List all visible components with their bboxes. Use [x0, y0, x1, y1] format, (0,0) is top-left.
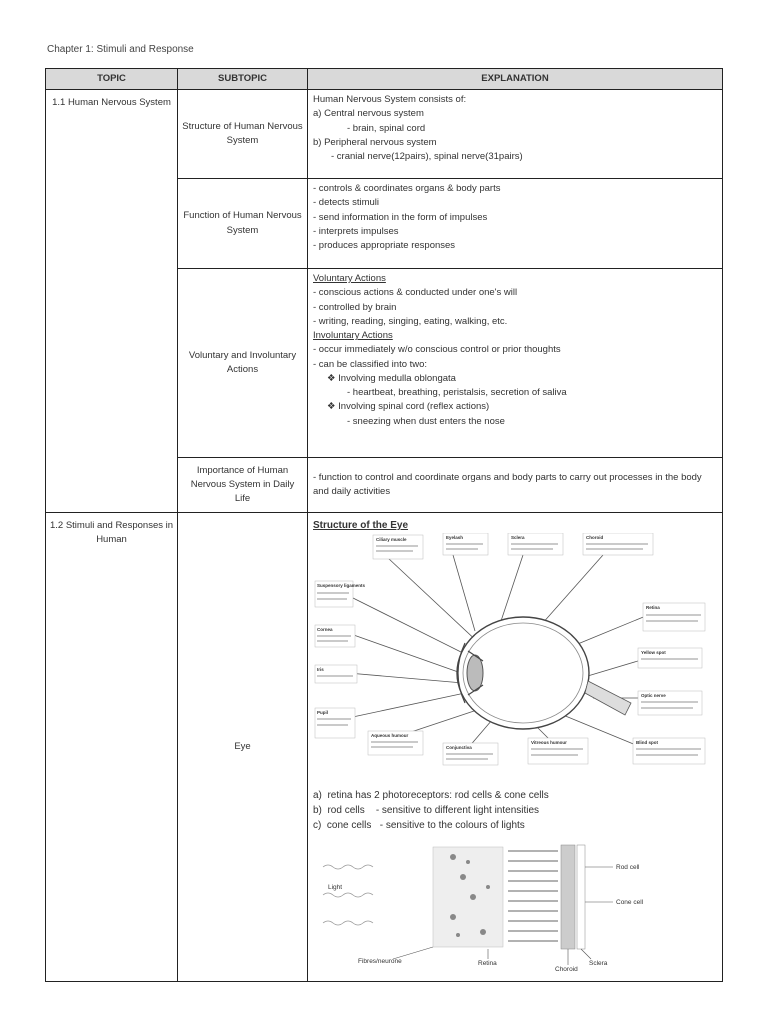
header-subtopic: SUBTOPIC [178, 69, 308, 90]
list-marker: b) [313, 805, 322, 817]
subtopic-label: Eye [234, 740, 251, 752]
retina-label: Choroid [555, 966, 578, 973]
subtopic-label: Structure of Human Nervous System [182, 120, 303, 146]
retina-label: Retina [478, 960, 497, 968]
explanation-line: a) Central nervous system [313, 108, 424, 120]
eye-label: Aqueous humour [371, 733, 409, 738]
table-row [46, 90, 723, 179]
explanation-line: - function to control and coordinate organs and body parts to carry out processes in the body and daily activities [313, 471, 702, 497]
table-row [46, 513, 723, 982]
retina-label: Light [328, 884, 343, 892]
bullet-item: ❖ Involving medulla oblongata [327, 372, 456, 384]
topic-label: 1.2 Stimuli and Responses in Human [49, 520, 174, 546]
explanation-line: - controls & coordinates organs & body parts [313, 183, 501, 194]
eye-label: Cornea [317, 627, 333, 632]
eye-label: Vitreous humour [531, 740, 567, 745]
subtopic-cell [178, 513, 308, 982]
eye-label: Iris [317, 667, 324, 672]
sclera-layer [577, 845, 585, 949]
list-item [313, 803, 717, 818]
topic-cell [46, 90, 178, 513]
eye-label: Suspensory ligaments [317, 583, 366, 588]
explanation-line: - occur immediately w/o conscious control or prior thoughts [313, 344, 561, 356]
explanation-line: - writing, reading, singing, eating, walking, etc. [313, 315, 508, 327]
eye-label: Pupil [317, 710, 328, 715]
explanation-line: - brain, spinal cord [347, 122, 426, 134]
eye-label: Optic nerve [641, 693, 666, 698]
eye-diagram [313, 533, 713, 783]
explanation-line: Human Nervous System consists of: [313, 94, 467, 105]
subtopic-cell [178, 458, 308, 513]
explanation-line: - can be classified into two: [313, 358, 428, 370]
explanation-line: - controlled by brain [313, 301, 397, 313]
explanation-line: - detects stimuli [313, 197, 379, 209]
header-row [46, 69, 723, 90]
retina-label: Fibres/neurone [358, 958, 402, 966]
retina-label: Rod cell [616, 864, 640, 872]
eye-label: Yellow spot [641, 650, 666, 655]
subtopic-cell [178, 179, 308, 269]
eye-label: Conjunctiva [446, 745, 472, 750]
subtopic-label: Importance of Human Nervous System in Daily Life [190, 464, 295, 505]
explanation-line: - produces appropriate responses [313, 240, 456, 251]
explanation-cell [308, 513, 723, 982]
section-heading: Structure of the Eye [313, 520, 409, 531]
eye-label: Eyelash [446, 535, 464, 540]
voluntary-heading: Voluntary Actions [313, 273, 386, 284]
header-explanation: EXPLANATION [308, 69, 723, 90]
explanation-line: - interprets impulses [313, 225, 399, 237]
explanation-line: - conscious actions & conducted under one's will [313, 287, 518, 299]
photoreceptors [508, 851, 558, 941]
explanation-line: - cranial nerve(12pairs), spinal nerve(31pairs) [331, 151, 523, 162]
explanation-cell [308, 269, 723, 458]
list-marker: a) [313, 790, 322, 802]
retina-label: Sclera [589, 960, 608, 968]
header-topic: TOPIC [46, 69, 178, 90]
bullet-subline: - sneezing when dust enters the nose [347, 415, 505, 427]
eye-label: Retina [646, 605, 660, 610]
bullet-subline: - heartbeat, breathing, peristalsis, secretion of saliva [347, 387, 567, 398]
subtopic-label: Function of Human Nervous System [183, 210, 302, 236]
list-text: rod cells - sensitive to different light intensities [327, 805, 540, 817]
explanation-line: b) Peripheral nervous system [313, 136, 437, 148]
list-item [313, 788, 717, 803]
list-text: retina has 2 photoreceptors: rod cells & cone cells [327, 790, 549, 802]
eye-label: Sclera [511, 535, 525, 540]
explanation-cell [308, 458, 723, 513]
subtopic-cell [178, 90, 308, 179]
subtopic-label: Voluntary and Involuntary Actions [188, 349, 297, 375]
bullet-item: ❖ Involving spinal cord (reflex actions) [327, 401, 490, 413]
eyeball [457, 617, 631, 729]
choroid-layer [561, 845, 575, 949]
eye-label: Blind spot [636, 740, 658, 745]
involuntary-heading: Involuntary Actions [313, 330, 393, 341]
notes-table [45, 68, 723, 982]
retina-diagram [313, 837, 713, 972]
chapter-title: Chapter 1: Stimuli and Response [47, 44, 194, 55]
list-text: cone cells - sensitive to the colours of lights [326, 820, 525, 832]
subtopic-cell [178, 269, 308, 458]
retina-label: Cone cell [616, 899, 644, 907]
explanation-line: - send information in the form of impulses [313, 211, 488, 223]
topic-label: 1.1 Human Nervous System [52, 97, 171, 108]
light-waves [323, 865, 373, 925]
explanation-cell [308, 90, 723, 179]
eye-label: Ciliary muscle [376, 537, 407, 542]
explanation-cell [308, 179, 723, 269]
list-marker: c) [313, 820, 322, 832]
list-item [313, 818, 717, 833]
eye-label: Choroid [586, 535, 604, 540]
topic-cell [46, 513, 178, 982]
